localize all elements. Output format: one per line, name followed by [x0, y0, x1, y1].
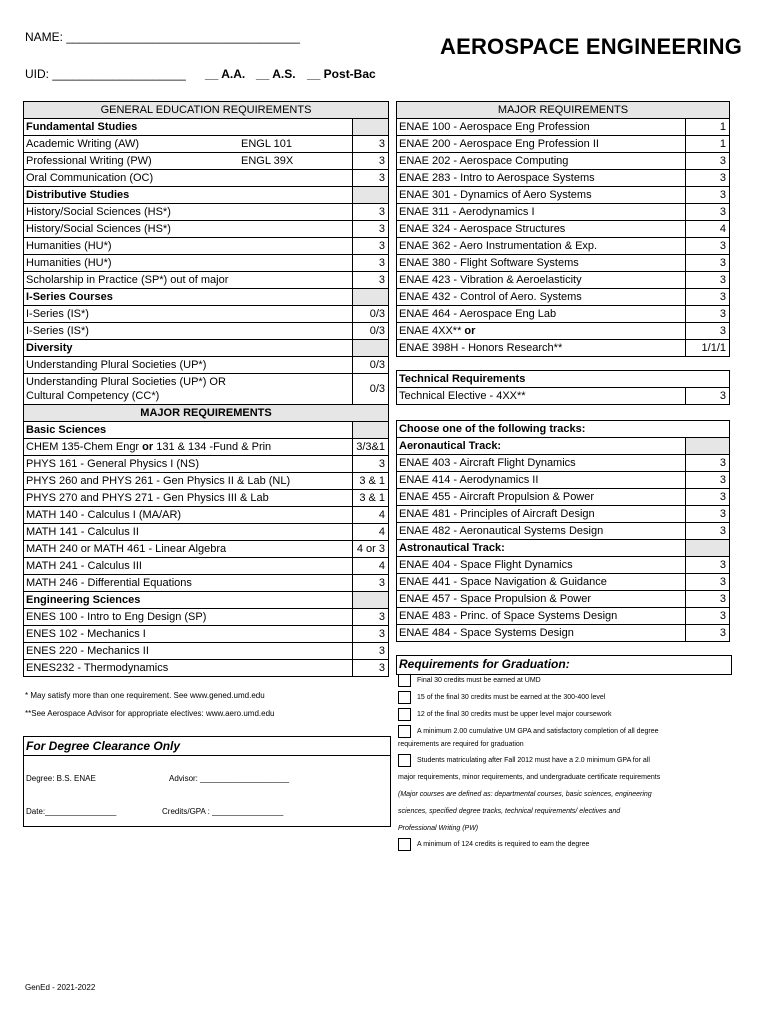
table-row: ENAE 398H - Honors Research** [397, 340, 686, 357]
gen-ed-title: GENERAL EDUCATION REQUIREMENTS [24, 102, 389, 119]
section-iseries: I-Series Courses [24, 289, 353, 306]
graduation-title: Requirements for Graduation: [399, 657, 570, 671]
astro-track-title: Astronautical Track: [397, 540, 686, 557]
table-row: ENAE 457 - Space Propulsion & Power [397, 591, 686, 608]
clearance-box [23, 736, 391, 827]
table-row: I-Series (IS*) [24, 323, 353, 340]
major-req-title-left: MAJOR REQUIREMENTS [24, 405, 389, 422]
table-row: ENAE 324 - Aerospace Structures [397, 221, 686, 238]
table-row: ENAE 380 - Flight Software Systems [397, 255, 686, 272]
tracks-table: Choose one of the following tracks: Aeronautical Track: ENAE 403 - Aircraft Flight Dynamics 3 ENAE 414 - Aerodynamics II 3 ENAE 455 - Aircraft Propulsion & Power 3 ENAE 481 - Principles of Aircraft Design 3 ENAE 482 - Aeronautical Systems Design 3 Astronautical Track: ENAE 404 - Space Flight Dynamics 3 ENAE 441 - Space Navigation & Guidance 3 ENAE 457 - Space Propulsion & Power 3 ENAE 483 - Princ. of Space Systems Design 3 ENAE 484 - Space Systems Design 3 [396, 420, 730, 642]
table-row: ENAE 481 - Principles of Aircraft Design [397, 506, 686, 523]
note-gened: * May satisfy more than one requirement. See www.gened.umd.edu [25, 691, 265, 700]
grad-item: A minimum of 124 credits is required to earn the degree [398, 837, 589, 853]
table-row: Technical Elective - 4XX** [397, 388, 686, 405]
section-basic-sciences: Basic Sciences [24, 422, 353, 439]
table-row: ENAE 483 - Princ. of Space Systems Design [397, 608, 686, 625]
table-row: ENAE 464 - Aerospace Eng Lab [397, 306, 686, 323]
table-row: ENAE 301 - Dynamics of Aero Systems [397, 187, 686, 204]
checkbox[interactable] [398, 691, 411, 704]
table-row: ENAE 455 - Aircraft Propulsion & Power [397, 489, 686, 506]
note-advisor: **See Aerospace Advisor for appropriate electives: www.aero.umd.edu [25, 709, 275, 718]
table-row: PHYS 161 - General Physics I (NS) [24, 456, 353, 473]
section-fundamental: Fundamental Studies [24, 119, 353, 136]
table-row: ENAE 423 - Vibration & Aeroelasticity [397, 272, 686, 289]
table-row: ENAE 202 - Aerospace Computing [397, 153, 686, 170]
table-row: ENES 102 - Mechanics I [24, 626, 353, 643]
option-postbac[interactable]: __ Post-Bac [307, 67, 376, 81]
grad-item-cont: major requirements, minor requirements, and undergraduate certificate requirements [398, 774, 661, 781]
table-row: ENAE 484 - Space Systems Design [397, 625, 686, 642]
table-row: ENAE 311 - Aerodynamics I [397, 204, 686, 221]
table-row: MATH 141 - Calculus II [24, 524, 353, 541]
major-req-title-right: MAJOR REQUIREMENTS [397, 102, 730, 119]
table-row: ENES 100 - Intro to Eng Design (SP) [24, 609, 353, 626]
credits-gpa-field[interactable]: Credits/GPA : ________________ [162, 807, 284, 816]
technical-title: Technical Requirements [397, 371, 730, 388]
major-req-table: MAJOR REQUIREMENTS ENAE 100 - Aerospace Eng Profession 1 ENAE 200 - Aerospace Eng Profession II 1 ENAE 202 - Aerospace Computing 3 ENAE 283 - Intro to Aerospace Systems 3 ENAE 301 - Dynamics of Aero Systems 3 ENAE 311 - Aerodynamics I 3 ENAE 324 - Aerospace Structures 4 ENAE 362 - Aero Instrumentation & Exp. 3 ENAE 380 - Flight Software Systems 3 ENAE 423 - Vibration & Aeroelasticity 3 ENAE 432 - Control of Aero. Systems 3 ENAE 464 - Aerospace Eng Lab 3 ENAE 4XX** or 3 ENAE 398H - Honors Research** 1/1/1 [396, 101, 730, 357]
table-row: ENAE 100 - Aerospace Eng Profession [397, 119, 686, 136]
table-row: History/Social Sciences (HS*) [24, 204, 353, 221]
table-row: MATH 241 - Calculus III [24, 558, 353, 575]
section-distributive: Distributive Studies [24, 187, 353, 204]
clearance-title: For Degree Clearance Only [26, 739, 181, 753]
checkbox[interactable] [398, 838, 411, 851]
section-engineering-sciences: Engineering Sciences [24, 592, 353, 609]
grad-item-cont: requirements are required for graduation [398, 741, 524, 748]
table-row: Humanities (HU*) [24, 238, 353, 255]
table-row: MATH 240 or MATH 461 - Linear Algebra [24, 541, 353, 558]
table-row: ENAE 4XX** or [397, 323, 686, 340]
table-row: ENAE 404 - Space Flight Dynamics [397, 557, 686, 574]
table-row: History/Social Sciences (HS*) [24, 221, 353, 238]
table-row: Understanding Plural Societies (UP*) OR Cultural Competency (CC*) [24, 374, 353, 405]
table-row: Oral Communication (OC) [24, 170, 353, 187]
tracks-title: Choose one of the following tracks: [397, 421, 730, 438]
table-row: PHYS 270 and PHYS 271 - Gen Physics III & Lab [24, 490, 353, 507]
table-row: Scholarship in Practice (SP*) out of major [24, 272, 353, 289]
page-title: AEROSPACE ENGINEERING [440, 34, 743, 59]
checkbox[interactable] [398, 754, 411, 767]
table-row: Professional Writing (PW) ENGL 39X [24, 153, 353, 170]
table-row: ENAE 441 - Space Navigation & Guidance [397, 574, 686, 591]
option-aa[interactable]: __ A.A. [205, 67, 246, 81]
table-row: Academic Writing (AW) ENGL 101 [24, 136, 353, 153]
table-row: ENAE 432 - Control of Aero. Systems [397, 289, 686, 306]
grad-item-cont: Professional Writing (PW) [398, 825, 479, 832]
option-as[interactable]: __ A.S. [256, 67, 296, 81]
grad-item-cont: sciences, specified degree tracks, technical requirements/ electives and [398, 808, 621, 815]
table-row: I-Series (IS*) [24, 306, 353, 323]
advisor-field[interactable]: Advisor: ____________________ [169, 774, 290, 783]
checkbox[interactable] [398, 674, 411, 687]
table-row: MATH 140 - Calculus I (MA/AR) [24, 507, 353, 524]
section-diversity: Diversity [24, 340, 353, 357]
grad-item: A minimum 2.00 cumulative UM GPA and satisfactory completion of all degree [398, 724, 658, 740]
table-row: ENAE 482 - Aeronautical Systems Design [397, 523, 686, 540]
grad-item-cont: (Major courses are defined as: departmental courses, basic sciences, engineering [398, 791, 652, 798]
footer-gened: GenEd - 2021-2022 [25, 983, 96, 992]
gen-ed-table: GENERAL EDUCATION REQUIREMENTS Fundamental Studies Academic Writing (AW) ENGL 101 3 Professional Writing (PW) ENGL 39X 3 Oral Communication (OC) 3 Distributive Studies History/Social Sciences (HS*) 3 History/Social Sciences (HS*) 3 Humanities (HU*) 3 Humanities (HU*) 3 Scholarship in Practice (SP*) out of major 3 I-Series Courses I-Series (IS*) 0/3 I-Series (IS*) 0/3 Diversity Understanding Plural Societies (UP*) 0/3 Understanding Plural Societies (UP*) OR Cultural Competency (CC*) 0/3 MAJOR REQUIREMENTS Basic Sciences CHEM 135-Chem Engr or 131 & 134 -Fund & Prin 3/3&1 PHYS 161 - General Physics I (NS) 3 PHYS 260 and PHYS 261 - Gen Physics II & Lab (NL) 3 & 1 PHYS 270 and PHYS 271 - Gen Physics III & Lab 3 & 1 MATH 140 - Calculus I (MA/AR) 4 MATH 141 - Calculus II 4 MATH 240 or MATH 461 - Linear Algebra 4 or 3 MATH 241 - Calculus III 4 MATH 246 - Differential Equations 3 Engineering Sciences ENES 100 - Intro to Eng Design (SP) 3 ENES 102 - Mechanics I 3 ENES 220 - Mechanics II 3 ENES232 - Thermodynamics 3 [23, 101, 389, 677]
grad-item: Students matriculating after Fall 2012 must have a 2.0 minimum GPA for all [398, 753, 650, 769]
checkbox[interactable] [398, 725, 411, 738]
technical-table: Technical Requirements Technical Elective - 4XX** 3 [396, 370, 730, 405]
degree-label: Degree: B.S. ENAE [26, 774, 96, 783]
table-row: ENAE 403 - Aircraft Flight Dynamics [397, 455, 686, 472]
date-field[interactable]: Date:________________ [26, 807, 117, 816]
table-row: Understanding Plural Societies (UP*) [24, 357, 353, 374]
graduation-header [396, 655, 732, 675]
aero-track-title: Aeronautical Track: [397, 438, 686, 455]
uid-field-label[interactable]: UID: ____________________ [25, 67, 186, 81]
name-field-label[interactable]: NAME: ___________________________________ [25, 30, 300, 44]
grad-item: 15 of the final 30 credits must be earned at the 300-400 level [398, 690, 605, 706]
table-row: ENAE 283 - Intro to Aerospace Systems [397, 170, 686, 187]
table-row: ENES 220 - Mechanics II [24, 643, 353, 660]
table-row: Humanities (HU*) [24, 255, 353, 272]
table-row: ENAE 362 - Aero Instrumentation & Exp. [397, 238, 686, 255]
grad-item: 12 of the final 30 credits must be upper level major coursework [398, 707, 612, 723]
table-row: ENAE 200 - Aerospace Eng Profession II [397, 136, 686, 153]
table-row: ENAE 414 - Aerodynamics II [397, 472, 686, 489]
grad-item: Final 30 credits must be earned at UMD [398, 673, 541, 689]
table-row: CHEM 135-Chem Engr or 131 & 134 -Fund & Prin [24, 439, 353, 456]
table-row: MATH 246 - Differential Equations [24, 575, 353, 592]
checkbox[interactable] [398, 708, 411, 721]
table-row: ENES232 - Thermodynamics [24, 660, 353, 677]
table-row: PHYS 260 and PHYS 261 - Gen Physics II & Lab (NL) [24, 473, 353, 490]
